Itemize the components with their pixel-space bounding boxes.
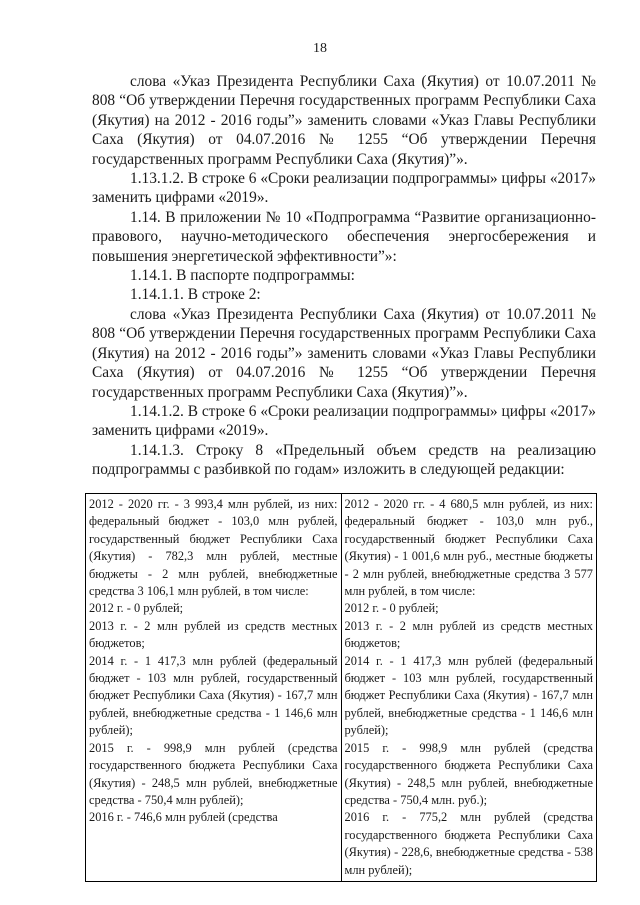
- paragraph: слова «Указ Президента Республики Саха (Якутия) от 10.07.2011 № 808 “Об утверждении Перечня государственных программ Республики Саха (Якутия) на 2012 - 2016 годы”» заменить словами «Указ Главы Республики Саха (Якутия) от 04.07.2016 № 1255 “Об утверждении Перечня государственных программ Республики Саха (Якутия)”».: [92, 73, 596, 168]
- table-cell-right: [341, 494, 597, 882]
- cell-paragraph: 2012 - 2020 гг. - 4 680,5 млн рублей, из них: федеральный бюджет - 103,0 млн руб., государственный бюджет Республики Саха (Якутия) - 1 001,6 млн руб., местные бюджеты - 2 млн рублей, внебюджетные средства 3 577 млн рублей, в том числе:: [344, 497, 593, 599]
- table-cell-left: [86, 494, 342, 882]
- paragraph: 1.14.1.2. В строке 6 «Сроки реализации подпрограммы» цифры «2017» заменить цифрами «2019».: [92, 402, 596, 440]
- cell-paragraph: 2015 г. - 998,9 млн рублей (средства государственного бюджета Республики Саха (Якутия) - 248,5 млн рублей, внебюджетные средства - 750,4 млн. руб.);: [344, 740, 593, 807]
- page-number: 18: [313, 41, 327, 56]
- cell-paragraph: 2014 г. - 1 417,3 млн рублей (федеральный бюджет - 103 млн рублей, государственный бюджет Республики Саха (Якутия) - 167,7 млн рублей, внебюджетные средства - 1 146,6 млн рублей);: [344, 653, 593, 738]
- cell-paragraph: 2012 г. - 0 рублей;: [89, 601, 184, 616]
- cell-paragraph: 2016 г. - 775,2 млн рублей (средства государственного бюджета Республики Саха (Якутия) - 228,6, внебюджетные средства - 538 млн рублей);: [344, 810, 593, 877]
- cell-paragraph: 2013 г. - 2 млн рублей из средств местных бюджетов;: [89, 618, 338, 651]
- cell-paragraph: 2013 г. - 2 млн рублей из средств местных бюджетов;: [344, 618, 593, 651]
- paragraph: 1.14.1. В паспорте подпрограммы:: [130, 267, 355, 285]
- document-body: [92, 72, 596, 480]
- paragraph: слова «Указ Президента Республики Саха (Якутия) от 10.07.2011 № 808 “Об утверждении Перечня государственных программ Республики Саха (Якутия) на 2012 - 2016 годы”» заменить словами «Указ Главы Республики Саха (Якутия) от 04.07.2016 № 1255 “Об утверждении Перечня государственных программ Республики Саха (Якутия)”».: [92, 305, 596, 401]
- cell-paragraph: 2016 г. - 746,6 млн рублей (средства: [89, 810, 278, 825]
- cell-paragraph: 2012 - 2020 гг. - 3 993,4 млн рублей, из них: федеральный бюджет - 103,0 млн рублей, государственный бюджет Республики Саха (Якутия) - 782,3 млн рублей, местные бюджеты - 2 млн рублей, внебюджетные средства 3 106,1 млн рублей, в том числе:: [89, 497, 338, 599]
- paragraph: 1.14.1.1. В строке 2:: [130, 286, 261, 304]
- paragraph: 1.14.1.3. Строку 8 «Предельный объем средств на реализацию подпрограммы с разбивкой по годам» изложить в следующей редакции:: [92, 441, 596, 479]
- paragraph: 1.13.1.2. В строке 6 «Сроки реализации подпрограммы» цифры «2017» заменить цифрами «2019».: [92, 170, 596, 207]
- cell-paragraph: 2014 г. - 1 417,3 млн рублей (федеральный бюджет - 103 млн рублей, государственный бюджет Республики Саха (Якутия) - 167,7 млн рублей, внебюджетные средства - 1 146,6 млн рублей);: [89, 653, 338, 738]
- cell-paragraph: 2012 г. - 0 рублей;: [344, 601, 439, 616]
- cell-paragraph: 2015 г. - 998,9 млн рублей (средства государственного бюджета Республики Саха (Якутия) - 248,5 млн рублей, внебюджетные средства - 750,4 млн рублей);: [89, 740, 338, 807]
- paragraph: 1.14. В приложении № 10 «Подпрограмма “Развитие организационно-правового, научно-методического обеспечения энергосбережения и повышения энергетической эффективности”»:: [92, 208, 596, 265]
- table-row: [86, 494, 597, 882]
- funding-table: [85, 493, 597, 882]
